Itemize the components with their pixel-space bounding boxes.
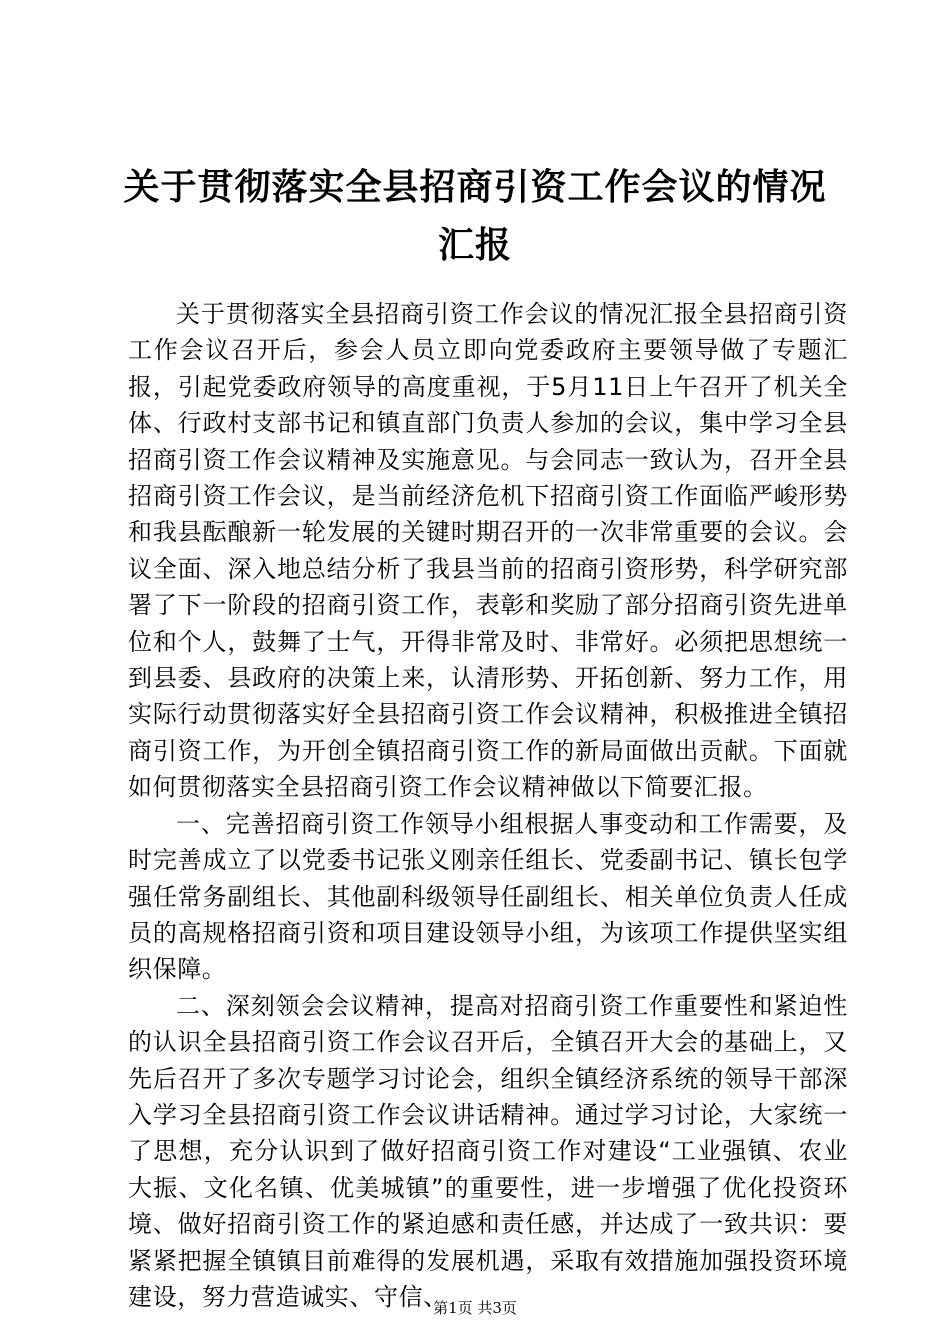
page-number-footer: 第1页 共3页: [433, 1299, 517, 1317]
document-title: 关于贯彻落实全县招商引资工作会议的情况汇报: [123, 166, 827, 266]
document-body: [128, 296, 848, 1315]
paragraph-section-2: 二、深刻领会会议精神，提高对招商引资工作重要性和紧迫性的认识全县招商引资工作会议召开后，全镇召开大会的基础上，又先后召开了多次专题学习讨论会，组织全镇经济系统的领导干部深入学习全县招商引资工作会议讲话精神。通过学习讨论，大家统一了思想，充分认识到了做好招商引资工作对建设“工业强镇、农业大振、文化名镇、优美城镇”的重要性，进一步增强了优化投资环境、做好招商引资工作的紧迫感和责任感，并达成了一致共识：要紧紧把握全镇镇目前难得的发展机遇，采取有效措施加强投资环境建设，努力营造诚实、守信、: [128, 991, 848, 1311]
paragraph-intro: 关于贯彻落实全县招商引资工作会议的情况汇报全县招商引资工作会议召开后，参会人员立即向党委政府主要领导做了专题汇报，引起党委政府领导的高度重视，于5月11日上午召开了机关全体、行政村支部书记和镇直部门负责人参加的会议，集中学习全县招商引资工作会议精神及实施意见。与会同志一致认为，召开全县招商引资工作会议，是当前经济危机下招商引资工作面临严峻形势和我县酝酿新一轮发展的关键时期召开的一次非常重要的会议。会议全面、深入地总结分析了我县当前的招商引资形势，科学研究部署了下一阶段的招商引资工作，表彰和奖励了部分招商引资先进单位和个人，鼓舞了士气，开得非常及时、非常好。必须把思想统一到县委、县政府的决策上来，认清形势、开拓创新、努力工作，用实际行动贯彻落实好全县招商引资工作会议精神，积极推进全镇招商引资工作，为开创全镇招商引资工作的新局面做出贡献。下面就如何贯彻落实全县招商引资工作会议精神做以下简要汇报。: [128, 300, 848, 802]
paragraph-section-1: 一、完善招商引资工作领导小组根据人事变动和工作需要，及时完善成立了以党委书记张义刚亲任组长、党委副书记、镇长包学强任常务副组长、其他副科级领导任副组长、相关单位负责人任成员的高规格招商引资和项目建设领导小组，为该项工作提供坚实组织保障。: [128, 809, 848, 984]
